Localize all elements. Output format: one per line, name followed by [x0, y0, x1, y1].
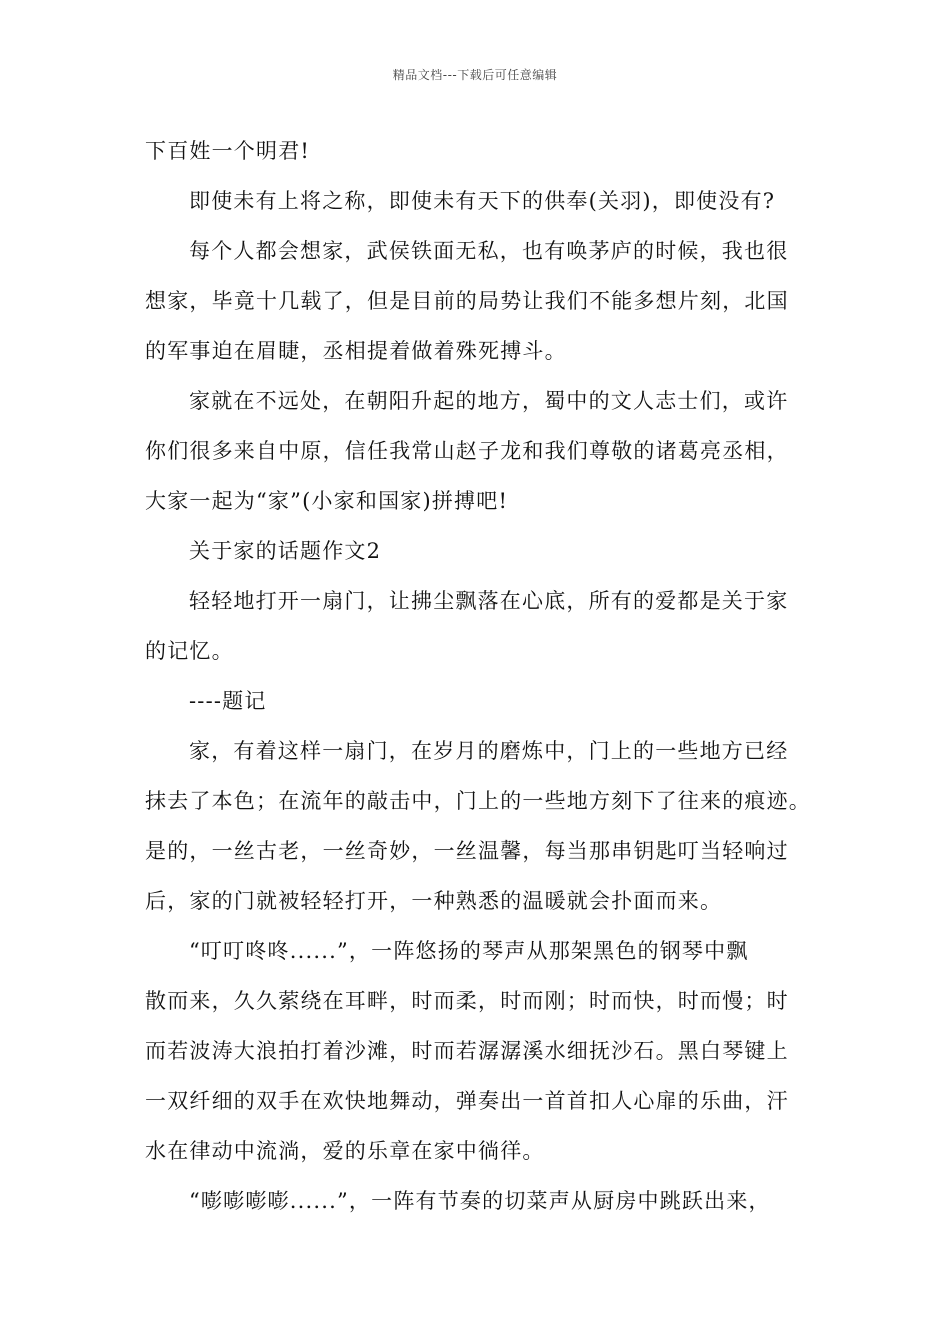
text-line: 而若波涛大浪拍打着沙滩，时而若潺潺溪水细抚沙石。黑白琴键上	[145, 1039, 789, 1063]
text-line: 后，家的门就被轻轻打开，一种熟悉的温暖就会扑面而来。	[145, 889, 723, 913]
text-line: 每个人都会想家，武侯铁面无私，也有唤茅庐的时候，我也很	[189, 239, 789, 263]
text-line: 想家，毕竟十几载了，但是目前的局势让我们不能多想片刻，北国	[145, 289, 789, 313]
text-line: “叮叮咚咚......”，一阵悠扬的琴声从那架黑色的钢琴中飘	[189, 939, 749, 963]
text-line: 的记忆。	[145, 639, 234, 663]
text-line: 你们很多来自中原，信任我常山赵子龙和我们尊敬的诸葛亮丞相，	[145, 439, 789, 463]
text-line: 的军事迫在眉睫，丞相提着做着殊死搏斗。	[145, 339, 567, 363]
text-line: 轻轻地打开一扇门，让拂尘飘落在心底，所有的爱都是关于家	[189, 589, 789, 613]
page-header: 精品文档---下载后可任意编辑	[392, 68, 558, 82]
text-line: 即使未有上将之称，即使未有天下的供奉(关羽)，即使没有?	[189, 189, 776, 213]
text-line: 家就在不远处，在朝阳升起的地方，蜀中的文人志士们，或许	[189, 389, 789, 413]
text-line: 是的，一丝古老，一丝奇妙，一丝温馨，每当那串钥匙叮当轻响过	[145, 839, 789, 863]
text-line: 一双纤细的双手在欢快地舞动，弹奏出一首首扣人心扉的乐曲，汗	[145, 1089, 789, 1113]
text-line: 下百姓一个明君!	[145, 139, 311, 163]
text-line: 大家一起为“家”(小家和国家)拼搏吧!	[145, 489, 509, 513]
text-line: 散而来，久久萦绕在耳畔，时而柔，时而刚；时而快，时而慢；时	[145, 989, 789, 1013]
text-line: “嘭嘭嘭嘭......”，一阵有节奏的切菜声从厨房中跳跃出来，	[189, 1189, 771, 1213]
epigraph-note: ----题记	[189, 689, 267, 713]
text-line: 水在律动中流淌，爱的乐章在家中徜徉。	[145, 1139, 545, 1163]
text-line: 家，有着这样一扇门，在岁月的磨炼中，门上的一些地方已经	[189, 739, 789, 763]
section-heading: 关于家的话题作文2	[189, 539, 382, 563]
text-line: 抹去了本色；在流年的敲击中，门上的一些地方刻下了往来的痕迹。	[145, 789, 811, 813]
